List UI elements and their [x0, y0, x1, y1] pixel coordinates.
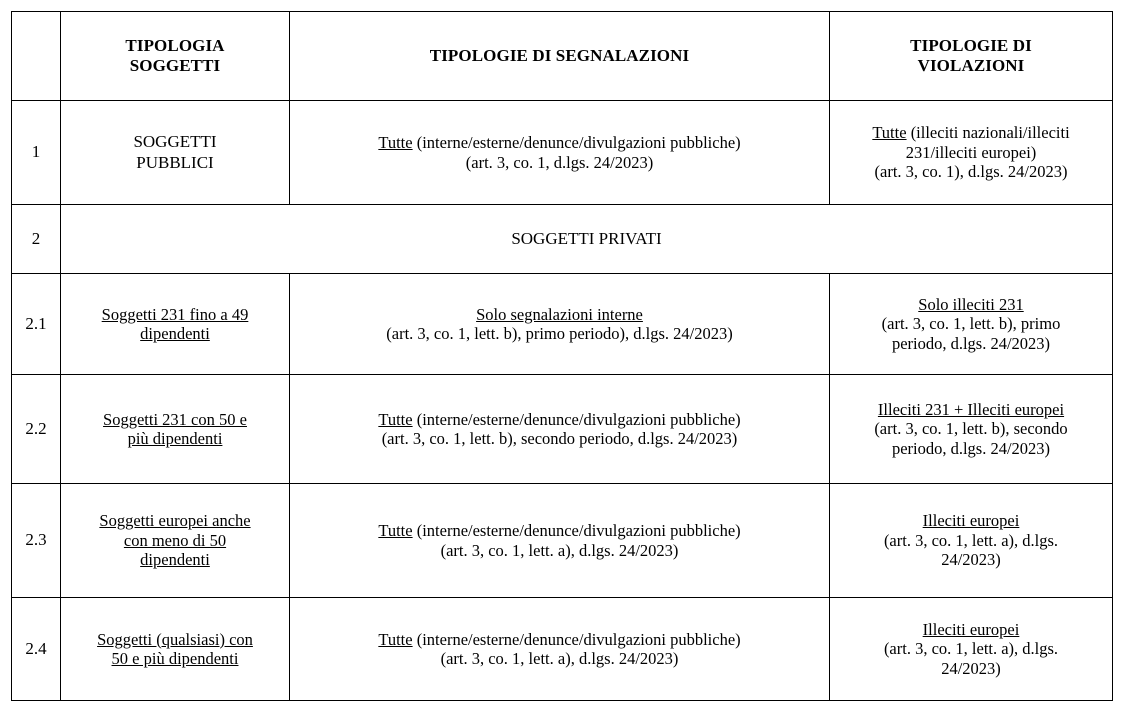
violations-line-1: Illeciti europei — [922, 619, 1020, 639]
row-reports-cell — [290, 375, 830, 484]
reports-line-1 — [295, 410, 824, 429]
violations-line-1: Solo illeciti 231 — [918, 294, 1024, 314]
reports-keyword: Tutte — [378, 521, 413, 541]
row-index-cell: 2.3 — [12, 484, 61, 598]
header-cell-tipologie-segnalazioni — [290, 12, 830, 101]
row-subject-cell — [61, 101, 290, 205]
subject-line-1: Soggetti europei anche — [99, 511, 251, 531]
table-row — [12, 274, 1113, 375]
table-header-row — [12, 12, 1113, 101]
header-line-2: SOGGETTI — [129, 56, 221, 75]
violations-line-3: periodo, d.lgs. 24/2023) — [891, 438, 1051, 458]
subject-line-2: 50 e più dipendenti — [111, 649, 239, 668]
violations-line-3: 24/2023) — [941, 658, 1001, 678]
reports-line-1-rest: (interne/esterne/denunce/divulgazioni pubbliche) — [412, 629, 741, 649]
violations-line-3: 24/2023) — [941, 550, 1001, 570]
table-row — [12, 375, 1113, 484]
reports-line-2: (art. 3, co. 1, lett. a), d.lgs. 24/2023) — [440, 540, 679, 560]
violations-line-1-rest: (illeciti nazionali/illeciti — [906, 123, 1070, 143]
subject-line-2: con meno di 50 — [123, 530, 227, 550]
table-section-row — [12, 205, 1113, 274]
reports-line-1-rest: (interne/esterne/denunce/divulgazioni pubbliche) — [412, 521, 741, 541]
violations-line-2: (art. 3, co. 1, lett. b), primo — [881, 314, 1061, 334]
subject-line-2: PUBBLICI — [136, 152, 214, 172]
subject-line-1: Soggetti 231 con 50 e — [103, 409, 247, 429]
header-line-1: TIPOLOGIE DI SEGNALAZIONI — [429, 45, 690, 65]
row-subject-cell — [61, 274, 290, 375]
reports-line-2: (art. 3, co. 1, lett. b), secondo periodo, d.lgs. 24/2023) — [381, 429, 738, 448]
table-row — [12, 484, 1113, 598]
header-line-1: TIPOLOGIA — [125, 35, 225, 55]
subject-line-1: Soggetti 231 fino a 49 — [101, 304, 249, 324]
header-line-2: VIOLAZIONI — [917, 56, 1025, 75]
row-index-cell: 2 — [12, 205, 61, 274]
header-line-1: TIPOLOGIE DI — [910, 35, 1032, 55]
violations-keyword: Tutte — [872, 123, 907, 143]
reports-line-2: (art. 3, co. 1, d.lgs. 24/2023) — [465, 152, 654, 172]
row-violations-cell — [830, 598, 1113, 701]
row-reports-cell — [290, 101, 830, 205]
reports-line-2: (art. 3, co. 1, lett. a), d.lgs. 24/2023) — [440, 649, 679, 668]
violations-line-2: (art. 3, co. 1, lett. b), secondo — [874, 419, 1068, 439]
reports-line-1: Solo segnalazioni interne — [476, 304, 643, 324]
table-row — [12, 598, 1113, 701]
violations-line-2: (art. 3, co. 1, lett. a), d.lgs. — [883, 530, 1059, 550]
row-subject-cell — [61, 598, 290, 701]
subject-report-violation-matrix-table — [11, 11, 1113, 701]
violations-line-2: (art. 3, co. 1, lett. a), d.lgs. — [883, 639, 1059, 659]
violations-line-3: periodo, d.lgs. 24/2023) — [891, 333, 1051, 353]
violations-line-1 — [835, 123, 1107, 142]
row-reports-cell — [290, 274, 830, 375]
header-cell-tipologie-violazioni — [830, 12, 1113, 101]
table-row — [12, 101, 1113, 205]
reports-line-1 — [295, 630, 824, 649]
row-index-cell: 2.2 — [12, 375, 61, 484]
row-violations-cell — [830, 101, 1113, 205]
subject-line-3: dipendenti — [140, 550, 210, 570]
violations-line-2: 231/illeciti europei) — [905, 142, 1037, 162]
reports-line-1 — [295, 521, 824, 540]
subject-line-1: SOGGETTI — [133, 132, 217, 152]
reports-line-1 — [295, 133, 824, 152]
row-violations-cell — [830, 274, 1113, 375]
row-index-cell: 2.4 — [12, 598, 61, 701]
violations-line-3: (art. 3, co. 1), d.lgs. 24/2023) — [874, 162, 1068, 182]
reports-line-1-rest: (interne/esterne/denunce/divulgazioni pubbliche) — [412, 409, 741, 429]
reports-line-2: (art. 3, co. 1, lett. b), primo periodo), d.lgs. 24/2023) — [386, 324, 733, 343]
row-index-cell: 2.1 — [12, 274, 61, 375]
violations-line-1: Illeciti 231 + Illeciti europei — [877, 399, 1065, 419]
subject-line-1: Soggetti (qualsiasi) con — [97, 629, 253, 649]
row-violations-cell — [830, 375, 1113, 484]
row-reports-cell — [290, 484, 830, 598]
row-reports-cell — [290, 598, 830, 701]
reports-line-1-rest: (interne/esterne/denunce/divulgazioni pubbliche) — [412, 133, 741, 153]
row-index-cell: 1 — [12, 101, 61, 205]
header-cell-tipologia-soggetti — [61, 12, 290, 101]
reports-keyword: Tutte — [378, 409, 413, 429]
violations-line-1: Illeciti europei — [922, 511, 1020, 531]
section-label-cell: SOGGETTI PRIVATI — [61, 205, 1113, 274]
row-subject-cell — [61, 484, 290, 598]
reports-keyword: Tutte — [378, 133, 413, 153]
row-subject-cell — [61, 375, 290, 484]
row-violations-cell — [830, 484, 1113, 598]
subject-line-2: più dipendenti — [127, 429, 223, 448]
reports-keyword: Tutte — [378, 629, 413, 649]
subject-line-2: dipendenti — [140, 324, 210, 343]
header-cell-index — [12, 12, 61, 101]
